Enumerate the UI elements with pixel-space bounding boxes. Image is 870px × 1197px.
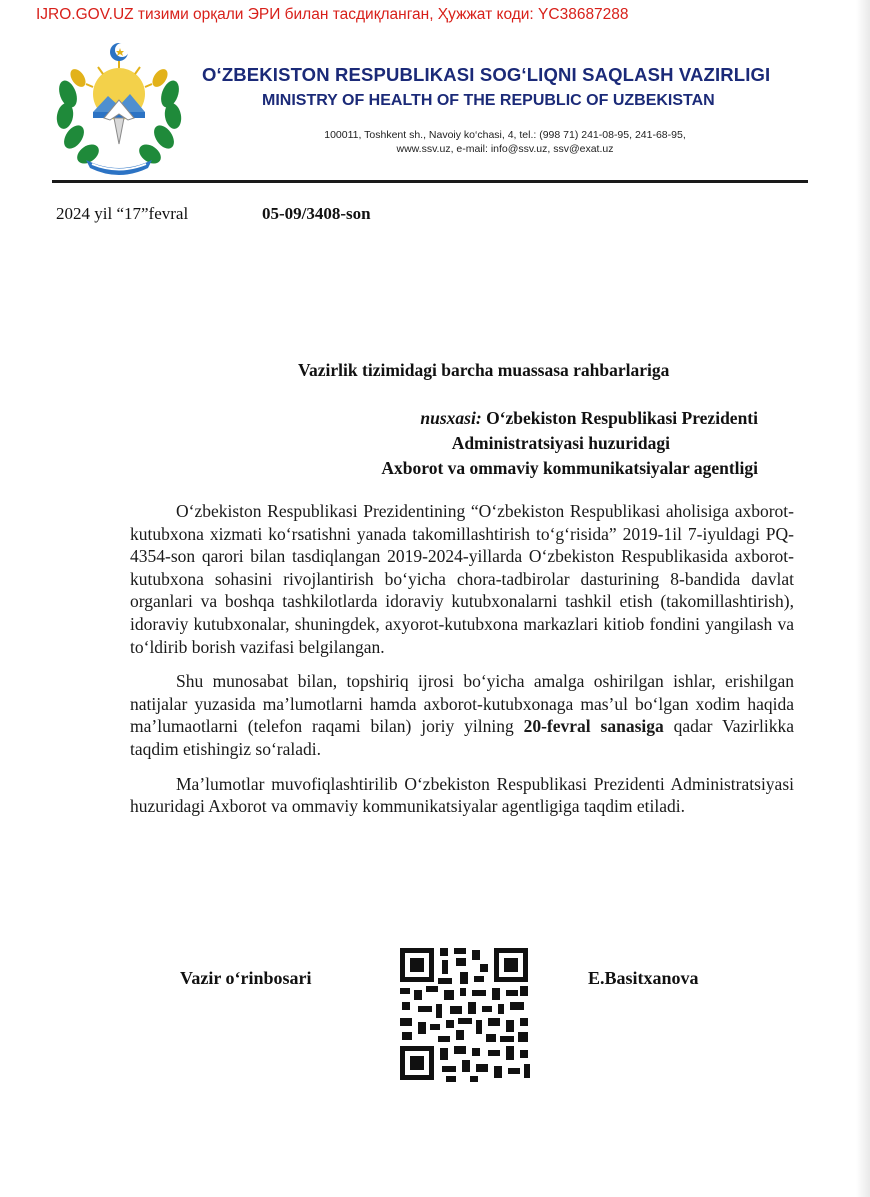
page-edge-shadow [856, 0, 870, 1197]
body-paragraph-2-end: qadar Vazirlikka taqdim etishingiz so‘raladi. [130, 716, 794, 759]
eri-verification-note: IJRO.GOV.UZ тизими орқали ЭРИ билан тасдиқланган, Ҳужжат коди: YC38687288 [36, 6, 629, 23]
body-paragraph-2 [130, 670, 794, 760]
copy-to-block [300, 406, 758, 481]
document-number: 05-09/3408-son [262, 204, 371, 223]
body-paragraph-1: O‘zbekiston Respublikasi Prezidentining “O‘zbekiston Respublikasi aholisiga axborot-kutubxona xizmati ko‘rsatishni yanada takomillashtirish to‘g‘risida” 2019-1il 7-iyuldagi PQ-4354-son qarori bilan tasdiqlangan 2019-2024-yillarda O‘zbekiston Respublikasida axborot-kutubxona sohasini rivojlantirish bo‘yicha chora-tadbirolar dasturining 8-bandida davlat organlari va boshqa tashkilotlarda idoraviy kutubxonalarni tashkil etish (takomillashtirish), idoraviy kutubxonalar, shuningdek, axyorot-kutubxona markazlari kitiob fondini yangilash va to‘ldirib borish vazifasi belgilangan. [130, 501, 794, 657]
ministry-name-en: MINISTRY OF HEALTH OF THE REPUBLIC OF UZBEKISTAN [262, 92, 715, 109]
ministry-address [300, 128, 710, 156]
document-date: 2024 yil “17”fevral [56, 204, 189, 223]
copy-to-line-1 [300, 406, 758, 431]
qr-code-icon [396, 944, 532, 1084]
body-paragraph-2-text: Shu munosabat bilan, topshiriq ijrosi bo‘yicha amalga oshirilgan ishlar, erishilgan natijalar yuzasida ma’lumotlarni hamda axborot-kutubxonaga mas’ul bo‘lgan xodim haqida ma’lumaotlarni (telefon raqami bilan) joriy yilning [130, 671, 794, 737]
state-emblem-icon [48, 34, 190, 176]
ministry-name-uz: O‘ZBEKISTON RESPUBLIKASI SOG‘LIQNI SAQLASH VAZIRLIGI [202, 64, 771, 85]
address-line-2: www.ssv.uz, e-mail: info@ssv.uz, ssv@exat.uz [396, 143, 614, 155]
address-line-1: 100011, Toshkent sh., Navoiy ko‘chasi, 4, tel.: (998 71) 241-08-95, 241-68-95, [324, 129, 686, 141]
body-paragraph-3: Ma’lumotlar muvofiqlashtirilib O‘zbekiston Respublikasi Prezidenti Administratsiyasi huzuridagi Axborot va ommaviy kommunikatsiyalar agentligiga taqdim etiladi. [130, 773, 794, 817]
deadline-date: 20-fevral sanasiga [523, 716, 664, 737]
letter-body [130, 500, 794, 830]
copy-to-line-3: Axborot va ommaviy kommunikatsiyalar agentligi [381, 458, 758, 478]
header-divider [52, 180, 808, 183]
copy-to-line-1-text: O‘zbekiston Respublikasi Prezidenti [481, 408, 758, 428]
addressee: Vazirlik tizimidagi barcha muassasa rahbarlariga [298, 360, 670, 380]
copy-to-line-2: Administratsiyasi huzuridagi [451, 433, 670, 453]
copy-to-label: nusxasi: [420, 408, 482, 428]
signatory-title: Vazir o‘rinbosari [180, 968, 312, 988]
signatory-name: E.Basitxanova [588, 968, 699, 988]
